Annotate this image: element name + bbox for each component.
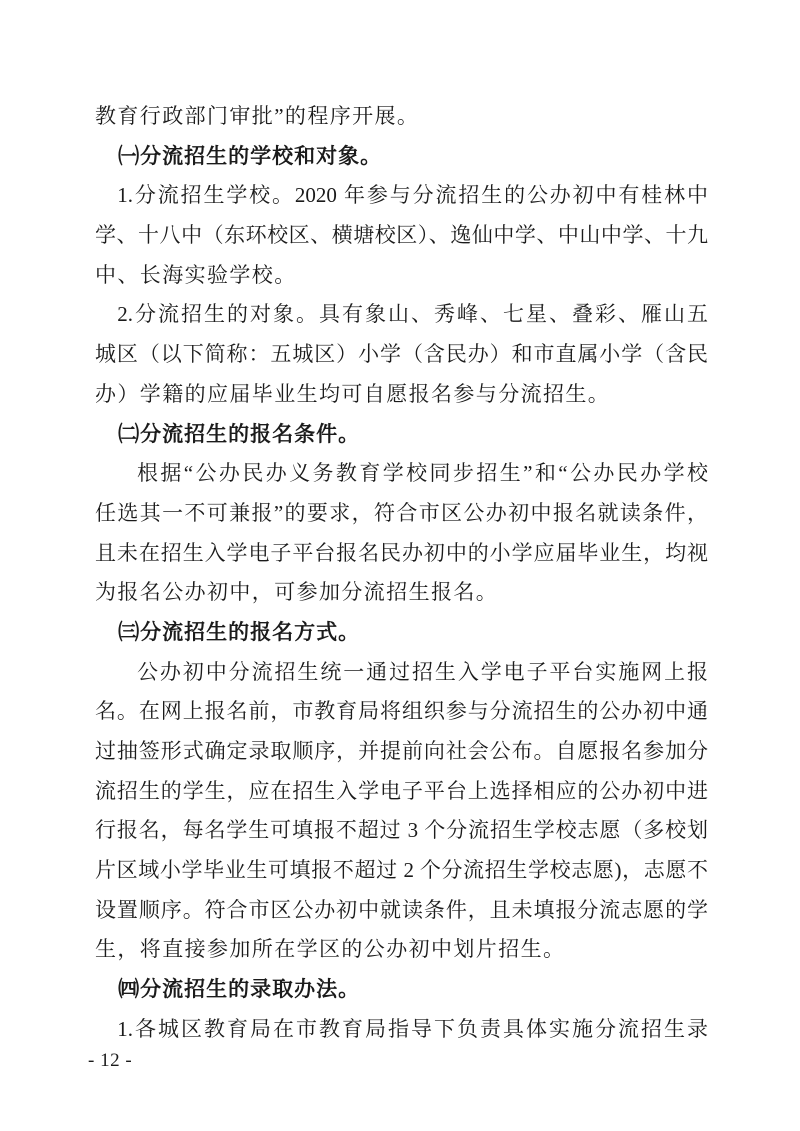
section-heading-4: ㈣分流招生的录取办法。 (118, 977, 361, 1002)
text-line: 行报名，每名学生可填报不超过 3 个分流招生学校志愿（多校划 (95, 818, 708, 843)
text-line: 教育行政部门审批”的程序开展。 (95, 104, 420, 128)
text-line: 生，将直接参加所在学区的公办初中划片招生。 (95, 937, 566, 962)
text-line: 学、十八中（东环校区、横塘校区）、逸仙中学、中山中学、十九 (95, 223, 708, 248)
text-line: 名。在网上报名前，市教育局将组织参与分流招生的公办初中通 (95, 699, 708, 724)
text-line: 任选其一不可兼报”的要求，符合市区公办初中报名就读条件， (95, 500, 708, 525)
text-line: 1.各城区教育局在市教育局指导下负责具体实施分流招生录 (117, 1016, 708, 1041)
text-line: 流招生的学生，应在招生入学电子平台上选择相应的公办初中进 (95, 778, 708, 803)
page-number: - 12 - (88, 1050, 133, 1071)
text-line: 公办初中分流招生统一通过招生入学电子平台实施网上报 (137, 659, 708, 684)
section-heading-2: ㈡分流招生的报名条件。 (118, 421, 361, 446)
section-heading-3: ㈢分流招生的报名方式。 (118, 619, 361, 644)
text-line: 过抽签形式确定录取顺序，并提前向社会公布。自愿报名参加分 (95, 739, 708, 763)
text-line: 且未在招生入学电子平台报名民办初中的小学应届毕业生，均视 (95, 540, 708, 565)
text-line: 片区域小学毕业生可填报不超过 2 个分流招生学校志愿)，志愿不 (95, 858, 708, 883)
text-line: 2.分流招生的对象。具有象山、秀峰、七星、叠彩、雁山五 (117, 302, 708, 327)
document-text-block (95, 97, 708, 1050)
text-line: 中、长海实验学校。 (95, 262, 297, 287)
text-line: 办）学籍的应届毕业生均可自愿报名参与分流招生。 (95, 381, 611, 406)
section-heading-1: ㈠分流招生的学校和对象。 (118, 143, 383, 168)
text-line: 1.分流招生学校。2020 年参与分流招生的公办初中有桂林中 (117, 183, 708, 208)
text-line: 为报名公办初中，可参加分流招生报名。 (95, 580, 499, 605)
text-line: 设置顺序。符合市区公办初中就读条件，且未填报分流志愿的学 (95, 897, 708, 922)
text-line: 城区（以下简称：五城区）小学（含民办）和市直属小学（含民 (95, 342, 708, 367)
text-line: 根据“公办民办义务教育学校同步招生”和“公办民办学校 (137, 461, 708, 486)
